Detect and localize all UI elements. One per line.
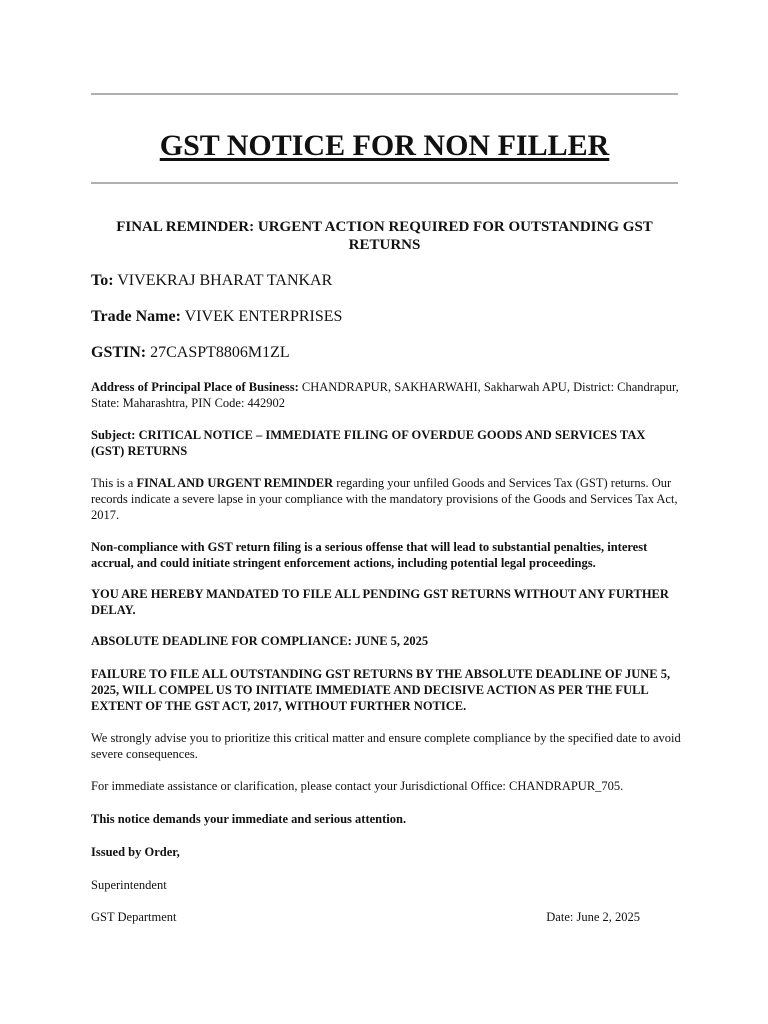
reminder-heading: FINAL REMINDER: URGENT ACTION REQUIRED FOR OUTSTANDING GST RETURNS: [116, 219, 653, 253]
noncompliance-paragraph: Non-compliance with GST return filing is a serious offense that will lead to substantial penalties, interest accrual, and could initiate stringent enforcement actions, including potential legal proceedings.: [91, 540, 648, 570]
attention-paragraph: This notice demands your immediate and serious attention.: [91, 812, 407, 826]
gstin-value: 27CASPT8806M1ZL: [150, 344, 290, 361]
deadline-paragraph: ABSOLUTE DEADLINE FOR COMPLIANCE: JUNE 5, 2025: [91, 634, 429, 648]
bottom-divider: [91, 182, 678, 184]
mandate-paragraph: YOU ARE HEREBY MANDATED TO FILE ALL PENDING GST RETURNS WITHOUT ANY FURTHER DELAY.: [91, 587, 669, 617]
trade-name-label: Trade Name:: [91, 308, 181, 325]
intro-prefix: This is a: [91, 476, 137, 490]
advice-paragraph: We strongly advise you to prioritize this critical matter and ensure complete compliance by the specified date to avoid severe consequences.: [91, 731, 681, 761]
address-value: CHANDRAPUR, SAKHARWAHI, Sakharwah APU, District: Chandrapur, State: Maharashtra, PIN Code: 442902: [91, 380, 679, 410]
intro-emphasis: FINAL AND URGENT REMINDER: [136, 476, 334, 490]
trade-name-value: VIVEK ENTERPRISES: [184, 308, 343, 325]
trade-name-line: [91, 307, 342, 327]
subject-paragraph: [91, 427, 681, 459]
gstin-label: GSTIN:: [91, 344, 147, 361]
designation-line: Superintendent: [91, 878, 167, 892]
recipient-name: VIVEKRAJ BHARAT TANKAR: [117, 272, 333, 289]
subject-value: CRITICAL NOTICE – IMMEDIATE FILING OF OVERDUE GOODS AND SERVICES TAX (GST) RETURNS: [91, 428, 646, 458]
intro-suffix: regarding your unfiled Goods and Services Tax (GST) returns. Our records indicate a severe lapse in your compliance with the mandatory provisions of the Goods and Services Tax Act, 2017.: [91, 476, 678, 522]
intro-paragraph: [91, 475, 681, 523]
department-name: GST Department: [91, 910, 177, 924]
failure-paragraph: FAILURE TO FILE ALL OUTSTANDING GST RETURNS BY THE ABSOLUTE DEADLINE OF JUNE 5, 2025, WILL COMPEL US TO INITIATE IMMEDIATE AND DECISIVE ACTION AS PER THE FULL EXTENT OF THE GST ACT, 2017, WITHOUT FURTHER NOTICE.: [91, 667, 671, 713]
top-divider: [91, 93, 678, 95]
contact-paragraph: For immediate assistance or clarification, please contact your Jurisdictional Office: CHANDRAPUR_705.: [91, 779, 624, 793]
subject-label: Subject:: [91, 428, 136, 442]
issued-by-line: Issued by Order,: [91, 845, 180, 859]
notice-date: Date: June 2, 2025: [546, 910, 640, 924]
recipient-line: [91, 271, 332, 291]
recipient-label: To:: [91, 272, 114, 289]
gstin-line: [91, 343, 290, 363]
notice-title: GST NOTICE FOR NON FILLER: [159, 129, 610, 162]
address-paragraph: [91, 379, 681, 411]
footer-row: [91, 909, 640, 925]
address-label: Address of Principal Place of Business:: [91, 380, 299, 394]
